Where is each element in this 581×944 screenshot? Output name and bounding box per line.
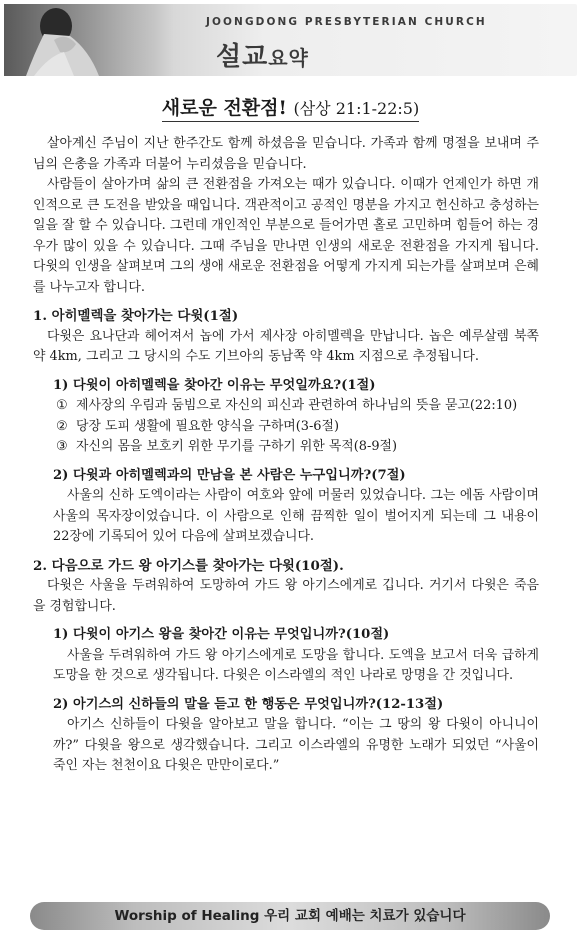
- header-banner: [4, 4, 577, 76]
- item-text: 당장 도피 생활에 필요한 양식을 구하며(3-6절): [76, 418, 339, 434]
- footer-slogan-banner: [30, 902, 550, 930]
- section-1-sub-2-body: 사울의 신하 도엑이라는 사람이 여호와 앞에 머물러 있었습니다. 그는 에돔 사람이며 사울의 목자장이었습니다. 이 사람으로 인해 끔찍한 일이 벌어지게 되는데 그 내용이 22장에 기록되어 있어 다음에 살펴보겠습니다.: [53, 488, 539, 544]
- sermon-title: [162, 93, 419, 122]
- item-text: 자신의 몸을 보호키 위한 무기를 구하기 위한 목적(8-9절): [76, 439, 397, 454]
- section-title-big: 설교: [216, 42, 269, 72]
- item-text: 제사장의 우림과 둠빔으로 자신의 피신과 관련하여 하나님의 뜻을 묻고(22:10): [76, 398, 518, 413]
- section-1-sub-2-heading: 2) 다윗과 아히멜렉과의 만남을 본 사람은 누구입니까?(7절): [53, 467, 406, 483]
- intro-paragraph-1: 살아계신 주님이 지난 한주간도 함께 하셨음을 믿습니다. 가족과 함께 명절을 보내며 주님의 은총을 가족과 더불어 누리셨음을 믿습니다.: [33, 136, 539, 172]
- section-2-body: 다윗은 사울을 두려워하여 도망하여 가드 왕 아기스에게로 깁니다. 거기서 다윗은 죽음을 경험합니다.: [33, 578, 539, 614]
- section-1-body: 다윗은 요나단과 헤어져서 놉에 가서 제사장 아히멜렉을 만납니다. 놉은 예루살렘 북쪽 약 4km, 그리고 그 당시의 수도 기브아의 동남쪽 약 4km 지점으로 추정됩니다.: [33, 328, 539, 364]
- item-number: ②: [56, 418, 68, 434]
- sermon-content: [33, 134, 539, 777]
- header-photo-praying-person: [4, 4, 154, 76]
- section-2-sub-1-heading: 1) 다윗이 아기스 왕을 찾아간 이유는 무엇입니까?(10절): [53, 627, 390, 642]
- section-2-sub-1-body: 사울을 두려워하여 가드 왕 아기스에게로 도망을 합니다. 도엑을 보고서 더욱 급하게 도망을 한 것으로 생각됩니다. 다윗은 이스라엘의 적인 나라로 망명을 간 것입니다.: [53, 647, 539, 683]
- footer-slogan: Worship of Healing 우리 교회 예배는 치료가 있습니다: [114, 908, 466, 924]
- section-1-heading: 1. 아히멜렉을 찾아가는 다윗(1절): [33, 308, 239, 324]
- section-1-sub-1-heading: 1) 다윗이 아히멜렉을 찾아간 이유는 무엇일까요?(1절): [53, 377, 376, 393]
- praying-person-image: [4, 4, 154, 76]
- section-2-heading: 2. 다음으로 가드 왕 아기스를 찾아가는 다윗(10절).: [33, 557, 344, 574]
- intro-paragraph-2: 사람들이 살아가며 삶의 큰 전환점을 가져오는 때가 있습니다. 이때가 언제인가 하면 개인적으로 큰 도전을 받았을 때입니다. 객관적이고 공적인 명분을 가지고 헌신하고 충성하는 일을 잘 할 수 있습니다. 그런데 개인적인 부분으로 들어가면 홀로 고민하며 힘들어 하는 경우가 많이 있을 수 있습니다. 그때 주님을 만나면 인생의 새로운 전환점을 가지게 됩니다. 다윗의 인생을 살펴보며 그의 생애 새로운 전환점을 어떻게 가지게 되는가를 살펴보며 은혜를 나누고자 합니다.: [33, 177, 539, 295]
- sermon-reference: (삼상 21:1-22:5): [293, 99, 420, 118]
- sermon-title-text: 새로운 전환점!: [161, 97, 287, 119]
- list-item: [33, 417, 539, 438]
- item-number: ③: [56, 439, 68, 454]
- sermon-title-row: [0, 93, 581, 122]
- section-title: [216, 36, 309, 73]
- section-title-small: 요약: [268, 46, 309, 70]
- list-item: [33, 437, 539, 458]
- item-number: ①: [56, 398, 68, 413]
- church-name: JOONGDONG PRESBYTERIAN CHURCH: [206, 16, 487, 28]
- list-item: [33, 396, 539, 417]
- section-2-sub-2-body: 아기스 신하들이 다윗을 알아보고 말을 합니다. “이는 그 땅의 왕 다윗이 아니니이까?” 다윗을 왕으로 생각했습니다. 그리고 이스라엘의 유명한 노래가 되었던 “사울이 죽인 자는 천천이요 다윗은 만만이로다.”: [53, 717, 539, 773]
- section-2-sub-2-heading: 2) 아기스의 신하들의 말을 듣고 한 행동은 무엇입니까?(12-13절): [53, 696, 444, 712]
